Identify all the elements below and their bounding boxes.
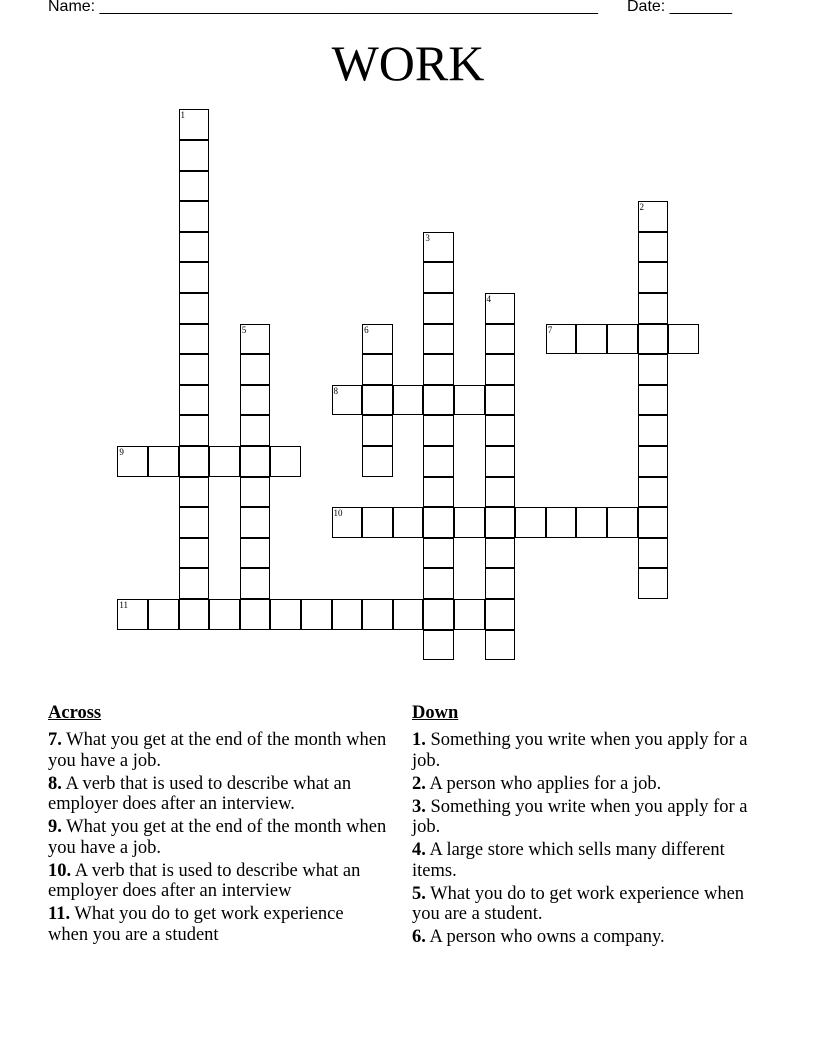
clue-text: What you get at the end of the month when you have a job. [48, 817, 387, 858]
grid-cell[interactable] [179, 262, 210, 293]
grid-cell[interactable] [362, 507, 393, 538]
clue-number-label: 6 [364, 324, 369, 335]
grid-cell[interactable] [423, 232, 454, 263]
grid-cell[interactable] [270, 446, 301, 477]
grid-cell[interactable] [638, 232, 669, 263]
clue-number: 4. [412, 840, 426, 860]
grid-cell[interactable] [179, 507, 210, 538]
grid-cell[interactable] [179, 109, 210, 140]
grid-cell[interactable] [423, 293, 454, 324]
grid-cell[interactable] [117, 599, 148, 630]
clue-number: 11. [48, 904, 71, 924]
grid-cell[interactable] [515, 507, 546, 538]
grid-cell[interactable] [179, 599, 210, 630]
clue-number: 8. [48, 773, 62, 794]
grid-cell[interactable] [362, 415, 393, 446]
grid-cell[interactable] [240, 477, 271, 508]
grid-cell[interactable] [209, 446, 240, 477]
grid-cell[interactable] [607, 324, 638, 355]
grid-cell[interactable] [179, 171, 210, 202]
grid-cell[interactable] [179, 201, 210, 232]
grid-cell[interactable] [638, 477, 669, 508]
clue-text: A verb that is used to describe what an employer does after an interview [48, 860, 361, 901]
grid-cell[interactable] [179, 568, 210, 599]
grid-cell[interactable] [485, 507, 516, 538]
clue-number-label: 11 [119, 599, 129, 610]
grid-cell[interactable] [362, 324, 393, 355]
grid-cell[interactable] [179, 354, 210, 385]
clue-down-5 [412, 884, 757, 925]
clue-across-10 [48, 861, 388, 902]
clue-number-label: 3 [425, 232, 430, 243]
grid-cell[interactable] [179, 140, 210, 171]
grid-cell[interactable] [362, 354, 393, 385]
name-field[interactable]: Name: ________________________________________________________ [48, 0, 598, 15]
clue-across-8 [48, 774, 388, 815]
grid-cell[interactable] [179, 232, 210, 263]
clue-text: What you do to get work experience when you are a student [48, 904, 344, 945]
grid-cell[interactable] [638, 262, 669, 293]
grid-cell[interactable] [454, 599, 485, 630]
clue-text: A person who applies for a job. [429, 773, 662, 794]
grid-cell[interactable] [301, 599, 332, 630]
grid-cell[interactable] [179, 415, 210, 446]
clue-text: Something you write when you apply for a job. [412, 730, 748, 771]
grid-cell[interactable] [546, 324, 577, 355]
grid-cell[interactable] [423, 446, 454, 477]
clue-down-1 [412, 730, 757, 771]
grid-cell[interactable] [423, 538, 454, 569]
grid-cell[interactable] [576, 507, 607, 538]
grid-cell[interactable] [668, 324, 699, 355]
clue-down-4 [412, 840, 757, 881]
clue-number: 6. [412, 927, 426, 947]
clue-number-label: 8 [333, 385, 339, 396]
grid-cell[interactable] [179, 477, 210, 508]
clue-down-6 [412, 927, 757, 948]
down-heading: Down [412, 703, 459, 723]
clue-text: Something you write when you apply for a job. [412, 796, 748, 837]
grid-cell[interactable] [362, 599, 393, 630]
grid-cell[interactable] [362, 385, 393, 416]
grid-cell[interactable] [638, 446, 669, 477]
grid-cell[interactable] [332, 599, 363, 630]
grid-cell[interactable] [423, 354, 454, 385]
grid-cell[interactable] [270, 599, 301, 630]
across-heading: Across [48, 703, 102, 723]
grid-cell[interactable] [423, 630, 454, 661]
clue-number-label: 10 [333, 508, 343, 519]
grid-cell[interactable] [423, 415, 454, 446]
grid-cell[interactable] [209, 599, 240, 630]
grid-cell[interactable] [240, 568, 271, 599]
grid-cell[interactable] [423, 324, 454, 355]
across-clues [48, 702, 388, 948]
grid-cell[interactable] [332, 507, 363, 538]
grid-cell[interactable] [485, 630, 516, 661]
clue-text: A person who owns a company. [429, 927, 665, 947]
grid-cell[interactable] [240, 385, 271, 416]
grid-cell[interactable] [423, 477, 454, 508]
grid-cell[interactable] [179, 324, 210, 355]
grid-cell[interactable] [423, 262, 454, 293]
grid-cell[interactable] [485, 477, 516, 508]
grid-cell[interactable] [179, 538, 210, 569]
down-clues [412, 702, 757, 950]
clue-number-label: 9 [119, 446, 124, 457]
clue-number: 9. [48, 817, 62, 837]
grid-cell[interactable] [240, 354, 271, 385]
grid-cell[interactable] [638, 324, 669, 355]
grid-cell[interactable] [240, 324, 271, 355]
clue-number: 2. [412, 773, 426, 794]
grid-cell[interactable] [362, 446, 393, 477]
grid-cell[interactable] [240, 538, 271, 569]
clue-down-3 [412, 797, 757, 838]
grid-cell[interactable] [117, 446, 148, 477]
grid-cell[interactable] [607, 507, 638, 538]
grid-cell[interactable] [485, 415, 516, 446]
grid-cell[interactable] [393, 385, 424, 416]
grid-cell[interactable] [393, 599, 424, 630]
grid-cell[interactable] [393, 507, 424, 538]
grid-cell[interactable] [485, 354, 516, 385]
clue-number-label: 1 [180, 110, 186, 121]
grid-cell[interactable] [179, 293, 210, 324]
grid-cell[interactable] [240, 446, 271, 477]
clue-number: 3. [412, 796, 426, 817]
grid-cell[interactable] [576, 324, 607, 355]
grid-cell[interactable] [546, 507, 577, 538]
clue-text: What you do to get work experience when you are a student. [412, 883, 745, 924]
grid-cell[interactable] [485, 538, 516, 569]
grid-cell[interactable] [240, 507, 271, 538]
grid-cell[interactable] [485, 599, 516, 630]
grid-cell[interactable] [485, 385, 516, 416]
grid-cell[interactable] [638, 385, 669, 416]
grid-cell[interactable] [148, 446, 179, 477]
grid-cell[interactable] [423, 599, 454, 630]
clue-number: 10. [48, 860, 72, 881]
clue-across-9 [48, 817, 388, 858]
grid-cell[interactable] [240, 415, 271, 446]
grid-cell[interactable] [638, 354, 669, 385]
clue-across-7 [48, 730, 388, 771]
grid-cell[interactable] [485, 446, 516, 477]
clue-down-2 [412, 774, 757, 795]
grid-cell[interactable] [454, 385, 485, 416]
puzzle-title: WORK [331, 35, 485, 91]
grid-cell[interactable] [240, 599, 271, 630]
clue-number: 5. [412, 883, 426, 904]
grid-cell[interactable] [179, 385, 210, 416]
grid-cell[interactable] [148, 599, 179, 630]
grid-cell[interactable] [485, 324, 516, 355]
clue-number-label: 2 [639, 202, 645, 213]
grid-cell[interactable] [332, 385, 363, 416]
grid-cell[interactable] [179, 446, 210, 477]
grid-cell[interactable] [638, 507, 669, 538]
clue-number-label: 4 [486, 293, 492, 304]
clue-text: A large store which sells many different items. [412, 840, 725, 881]
clue-number: 1. [412, 730, 426, 750]
clue-across-11 [48, 904, 388, 945]
clue-number: 7. [48, 730, 62, 750]
grid-cell[interactable] [423, 568, 454, 599]
grid-cell[interactable] [485, 293, 516, 324]
grid-cell[interactable] [485, 568, 516, 599]
grid-cell[interactable] [638, 293, 669, 324]
date-field[interactable]: Date: _______ [627, 0, 732, 15]
grid-cell[interactable] [423, 507, 454, 538]
grid-cell[interactable] [638, 538, 669, 569]
grid-cell[interactable] [638, 201, 669, 232]
clue-number-label: 5 [241, 324, 247, 335]
clue-number-label: 7 [547, 324, 553, 335]
grid-cell[interactable] [423, 385, 454, 416]
grid-cell[interactable] [454, 507, 485, 538]
grid-cell[interactable] [638, 415, 669, 446]
clue-text: A verb that is used to describe what an employer does after an interview. [48, 773, 352, 814]
grid-cell[interactable] [638, 568, 669, 599]
clue-text: What you get at the end of the month when you have a job. [48, 730, 387, 771]
